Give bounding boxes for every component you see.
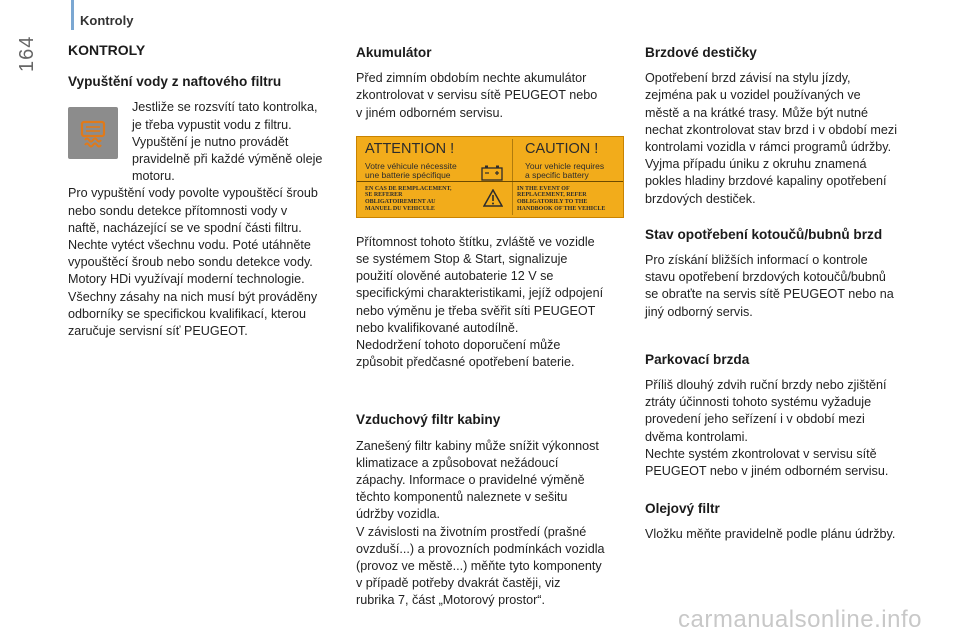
label-line: Votre véhicule nécessite: [365, 160, 457, 171]
label-line: OBLIGATORILY TO THE: [517, 199, 588, 205]
column-1: [68, 38, 343, 340]
body-line: zápachy. Informace o pravidelné výměně: [356, 473, 585, 488]
body-line: ztráty účinnosti tohoto systému vyžaduje: [645, 395, 872, 410]
body-line: v jiném odborném servisu.: [356, 105, 503, 120]
body-line: zejména pak u vozidel používaných ve: [645, 88, 861, 103]
body-line: kontrolami vozidla v rámci programů údržby.: [645, 140, 892, 155]
cabin-filter-heading: Vzduchový filtr kabiny: [356, 412, 501, 428]
header-accent-bar: [71, 0, 74, 30]
body-line: zkontrolovat v servisu sítě PEUGEOT nebo: [356, 88, 598, 103]
battery-label-explanation: [356, 234, 628, 372]
body-line: údržby vozidla.: [356, 507, 440, 522]
body-line: nebo výměnu je třeba svěřit síti PEUGEOT: [356, 303, 596, 318]
label-line: Your vehicle requires: [525, 160, 605, 171]
body-line: zaručuje servisní síť PEUGEOT.: [68, 324, 248, 339]
body-line: Pro vypuštění vody povolte vypouštěcí šroub: [68, 186, 318, 201]
label-fr-heading: ATTENTION !: [365, 140, 455, 157]
label-line: une batterie spécifique: [365, 170, 451, 181]
column-2: [356, 38, 628, 610]
fuel-filter-water-icon: [68, 107, 118, 159]
body-line: Motory HDi využívají moderní technologie.: [68, 272, 305, 287]
body-line: městě a na krátké trasy. Může být nutné: [645, 105, 869, 120]
label-line: IN THE EVENT OF: [517, 185, 570, 192]
battery-heading: Akumulátor: [356, 45, 432, 60]
label-line: OBLIGATOIREMENT AU: [365, 199, 436, 205]
label-en-instructions: [517, 186, 605, 212]
label-line: MANUEL DU VEHICULE: [365, 205, 435, 212]
main-heading: KONTROLY: [68, 42, 146, 58]
brake-discs-body: [645, 252, 923, 321]
fuel-filter-body: [68, 185, 343, 340]
warning-line: Vypuštění je nutno provádět: [132, 134, 289, 149]
brake-discs-heading: Stav opotřebení kotoučů/bubnů brzd: [645, 226, 883, 242]
body-line: Vyjma případu úniku z okruhu znamená: [645, 157, 867, 172]
body-line: naftě, nacházející se ve spodní části filtru.: [68, 220, 302, 235]
body-line: (provoz ve městě...) měňte tyto komponenty: [356, 559, 602, 574]
body-line: brzdových destiček.: [645, 191, 756, 206]
body-line: těchto komponentů naleznete v sešitu: [356, 490, 568, 505]
body-line: ovzduší...) a provozních podmínkách vozidla: [356, 541, 605, 556]
body-line: jiný odborný servis.: [645, 304, 753, 319]
oil-filter-body: [645, 526, 923, 543]
body-line: Příliš dlouhý zdvih ruční brzdy nebo zjištění: [645, 378, 887, 393]
body-line: v případě potřeby dvakrát častěji, viz: [356, 576, 561, 591]
body-line: nechat zkontrolovat stav brzd i v období mezi: [645, 122, 898, 137]
section-title: Kontroly: [80, 13, 134, 28]
body-line: vypouštěcí šroub nebo sondu detekce vody.: [68, 255, 313, 270]
watermark: carmanualsonline.info: [678, 606, 922, 633]
warning-triangle-icon: [483, 189, 503, 207]
body-line: provedení jeho seřízení i v období mezi: [645, 412, 865, 427]
parking-brake-body: [645, 377, 923, 480]
label-en-heading: CAUTION !: [525, 140, 599, 157]
body-line: klimatizace a způsobovat nežádoucí: [356, 455, 559, 470]
brake-pads-heading: Brzdové destičky: [645, 45, 757, 60]
body-line: způsobit předčasné opotřebení baterie.: [356, 355, 575, 370]
body-line: Vložku měňte pravidelně podle plánu údržby.: [645, 527, 896, 542]
body-line: nebo sondu detekce přítomnosti vody v: [68, 203, 288, 218]
body-line: použití olověné autobaterie 12 V se: [356, 269, 554, 284]
body-line: Všechny zásahy na nich musí být prováděny: [68, 289, 318, 304]
label-fr-subtitle: [365, 162, 457, 181]
body-line: PEUGEOT nebo v jiném odborném servisu.: [645, 464, 889, 479]
body-line: se systémem Stop & Start, signalizuje: [356, 252, 568, 267]
body-line: odborníky se specifickou kvalifikací, kterou: [68, 306, 306, 321]
cabin-filter-body: [356, 438, 628, 610]
column-3: [645, 38, 923, 544]
parking-brake-heading: Parkovací brzda: [645, 351, 750, 367]
body-line: pokles hladiny brzdové kapaliny opotřebení: [645, 174, 887, 189]
oil-filter-heading: Olejový filtr: [645, 501, 720, 517]
body-line: V závislosti na životním prostředí (prašné: [356, 524, 587, 539]
label-en-subtitle: [525, 162, 604, 181]
fuel-filter-water-icon-graphic: [76, 118, 110, 148]
label-line: REPLACEMENT, REFER: [517, 192, 587, 199]
body-line: Zanešený filtr kabiny může snížit výkonnost: [356, 438, 599, 453]
brake-pads-body: [645, 70, 923, 208]
fuel-filter-heading: Vypuštění vody z naftového filtru: [68, 74, 282, 90]
body-line: specifickými charakteristikami, jejíž odpojení: [356, 286, 604, 301]
warning-text: [132, 99, 343, 185]
warning-line: je třeba vypustit vodu z filtru.: [132, 117, 292, 132]
body-line: Pro získání bližších informací o kontrole: [645, 253, 868, 268]
body-line: se obraťte na servis sítě PEUGEOT nebo na: [645, 287, 894, 302]
page-number-text: 164: [16, 35, 38, 72]
body-line: Před zimním obdobím nechte akumulátor: [356, 71, 587, 86]
body-line: Nedodržení tohoto doporučení může: [356, 338, 561, 353]
warning-line: Jestliže se rozsvítí tato kontrolka,: [132, 100, 318, 115]
body-line: Nechte systém zkontrolovat v servisu sítě: [645, 446, 877, 461]
label-line: SE REFERER: [365, 192, 403, 199]
label-line: a specific battery: [525, 170, 589, 181]
body-line: stavu opotřebení brzdových kotoučů/bubnů: [645, 270, 886, 285]
body-line: nebo kvalifikované autodílně.: [356, 320, 519, 335]
body-line: Nechte vytéct všechnu vodu. Poté utáhněte: [68, 238, 311, 253]
warning-block: [68, 99, 343, 185]
label-fr-instructions: [365, 186, 452, 212]
battery-warning-label: [356, 136, 624, 218]
page-number: [14, 14, 38, 84]
label-line: EN CAS DE REMPLACEMENT,: [365, 185, 452, 192]
warning-line: pravidelně při každé výměně oleje: [132, 152, 323, 167]
body-line: rubrika 7, část „Motorový prostor“.: [356, 593, 545, 608]
label-horizontal-divider: [357, 181, 623, 182]
battery-intro: [356, 70, 628, 122]
body-line: Přítomnost tohoto štítku, zvláště ve vozidle: [356, 234, 595, 249]
warning-line: motoru.: [132, 169, 175, 184]
label-line: HANDBOOK OF THE VEHICLE: [517, 205, 606, 212]
label-divider: [512, 139, 513, 215]
body-line: Opotřebení brzd závisí na stylu jízdy,: [645, 71, 851, 86]
body-line: dvěma kontrolami.: [645, 429, 748, 444]
battery-icon: [481, 165, 503, 181]
